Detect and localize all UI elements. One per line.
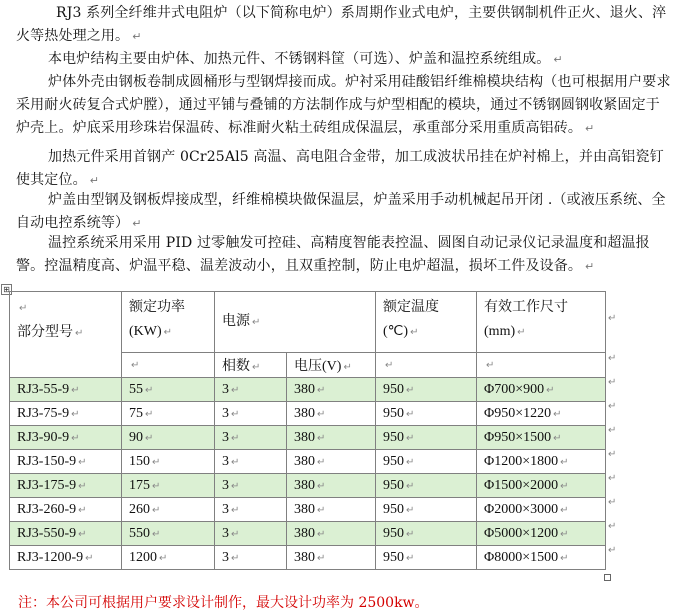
cell-phase: 3 ↵ bbox=[215, 450, 287, 474]
row-end-mark-icon: ↵ bbox=[608, 449, 617, 460]
cell-mark-icon: ↵ bbox=[19, 303, 28, 314]
cell-model: RJ3-150-9 ↵ bbox=[10, 450, 122, 474]
cell-power: 55 ↵ bbox=[122, 378, 215, 402]
cell-voltage: 380 ↵ bbox=[287, 402, 376, 426]
row-end-mark-icon: ↵ bbox=[608, 377, 617, 388]
cell-phase: 3 ↵ bbox=[215, 426, 287, 450]
cell-temp: 950 ↵ bbox=[376, 522, 477, 546]
cell-phase: 3 ↵ bbox=[215, 474, 287, 498]
table-row bbox=[10, 546, 606, 570]
table-row bbox=[10, 378, 606, 402]
cell-voltage: 380 ↵ bbox=[287, 378, 376, 402]
cell-phase: 3 ↵ bbox=[215, 522, 287, 546]
cell-size: Φ950×1500 ↵ bbox=[477, 426, 606, 450]
paragraph-mark-icon: ↵ bbox=[553, 53, 563, 66]
row-end-mark-icon: ↵ bbox=[608, 312, 617, 324]
cell-size: Φ1500×2000 ↵ bbox=[477, 474, 606, 498]
cell-voltage: 380 ↵ bbox=[287, 474, 376, 498]
paragraph-mark-icon: ↵ bbox=[89, 174, 100, 187]
cell-power: 75 ↵ bbox=[122, 402, 215, 426]
cell-size: Φ2000×3000 ↵ bbox=[477, 498, 606, 522]
table-header-row bbox=[10, 292, 606, 353]
paragraph-mark-icon: ↵ bbox=[585, 260, 595, 273]
cell-phase: 3 ↵ bbox=[215, 402, 287, 426]
lid-paragraph: 炉盖由型钢及钢板焊接成型，纤维棉模块做保温层，炉盖采用手动机械起吊开闭 .（或液压系统、全自动电控系统等） ↵ bbox=[16, 192, 666, 231]
cell-voltage: 380 ↵ bbox=[287, 546, 376, 570]
cell-power: 550 ↵ bbox=[122, 522, 215, 546]
row-end-mark-icon: ↵ bbox=[608, 521, 617, 532]
cell-model: RJ3-1200-9 ↵ bbox=[10, 546, 122, 570]
design-note: 注：本公司可根据用户要求设计制作，最大设计功率为 2500kw。 bbox=[18, 595, 429, 611]
cell-model: RJ3-55-9 ↵ bbox=[10, 378, 122, 402]
paragraph-mark-icon: ↵ bbox=[132, 30, 142, 43]
header-model: ↵ 部分型号 ↵ bbox=[10, 292, 122, 378]
header-temperature: 额定温度 (℃) ↵ bbox=[376, 292, 477, 353]
cell-power: 175 ↵ bbox=[122, 474, 215, 498]
cell-model: RJ3-260-9 ↵ bbox=[10, 498, 122, 522]
cell-size: Φ5000×1200 ↵ bbox=[477, 522, 606, 546]
cell-power: 260 ↵ bbox=[122, 498, 215, 522]
cell-power: 1200 ↵ bbox=[122, 546, 215, 570]
header-working-size: 有效工作尺寸 (mm) ↵ bbox=[477, 292, 606, 353]
row-end-mark-icon: ↵ bbox=[608, 473, 617, 484]
table-resize-handle[interactable] bbox=[604, 574, 611, 581]
header-voltage: 电压(V) ↵ bbox=[287, 353, 376, 378]
cell-temp: 950 ↵ bbox=[376, 402, 477, 426]
cell-temp: 950 ↵ bbox=[376, 450, 477, 474]
cell-phase: 3 ↵ bbox=[215, 378, 287, 402]
table-row bbox=[10, 426, 606, 450]
table-row bbox=[10, 498, 606, 522]
row-end-mark-icon: ↵ bbox=[608, 545, 617, 556]
row-end-mark-icon: ↵ bbox=[608, 353, 617, 364]
temperature-control-paragraph: 温控系统采用采用 PID 过零触发可控硅、高精度智能表控温、圆图自动记录仪记录温度和超温报警。控温精度高、炉温平稳、温差波动小，且双重控制，防止电炉超温，损坏工件及设备。 ↵ bbox=[16, 235, 650, 274]
cell-voltage: 380 ↵ bbox=[287, 498, 376, 522]
header-phases: 相数 ↵ bbox=[215, 353, 287, 378]
cell-power: 90 ↵ bbox=[122, 426, 215, 450]
table-row bbox=[10, 522, 606, 546]
table-row bbox=[10, 474, 606, 498]
spec-table bbox=[9, 291, 606, 570]
intro-paragraph: RJ3 系列全纤维井式电阻炉（以下简称电炉）系周期作业式电炉，主要供钢制机件正火、退火、淬火等热处理之用。 ↵ bbox=[16, 5, 667, 44]
cell-phase: 3 ↵ bbox=[215, 546, 287, 570]
header-power: 额定功率 (KW) ↵ bbox=[122, 292, 215, 353]
paragraph-mark-icon: ↵ bbox=[585, 122, 595, 135]
cell-temp: 950 ↵ bbox=[376, 498, 477, 522]
cell-voltage: 380 ↵ bbox=[287, 450, 376, 474]
cell-size: Φ950×1220 ↵ bbox=[477, 402, 606, 426]
cell-size: Φ8000×1500 ↵ bbox=[477, 546, 606, 570]
cell-model: RJ3-90-9 ↵ bbox=[10, 426, 122, 450]
subheader-blank: ↵ bbox=[376, 353, 477, 378]
row-end-mark-icon: ↵ bbox=[608, 425, 617, 436]
cell-power: 150 ↵ bbox=[122, 450, 215, 474]
subheader-blank: ↵ bbox=[477, 353, 606, 378]
cell-temp: 950 ↵ bbox=[376, 474, 477, 498]
cell-voltage: 380 ↵ bbox=[287, 522, 376, 546]
structure-paragraph: 本电炉结构主要由炉体、加热元件、不锈钢料筐（可选）、炉盖和温控系统组成。 ↵ bbox=[48, 51, 563, 67]
table-row bbox=[10, 402, 606, 426]
shell-paragraph: 炉体外壳由钢板卷制成圆桶形与型钢焊接而成。炉衬采用硅酸铝纤维棉模块结构（也可根据用户要求采用耐火砖复合式炉膛），通过平铺与叠铺的方法制作成与炉型相配的模块，通过不锈钢圆钢收紧固定于炉壳上。炉底采用珍珠岩保温砖、标准耐火粘土砖组成保温层，承重部分采用重质高铝砖。 ↵ bbox=[16, 74, 671, 136]
header-supply: 电源 ↵ bbox=[215, 292, 376, 353]
cell-temp: 950 ↵ bbox=[376, 378, 477, 402]
row-end-mark-icon: ↵ bbox=[608, 497, 617, 508]
table-move-handle-icon[interactable]: ⊞ bbox=[1, 284, 12, 295]
row-end-mark-icon: ↵ bbox=[608, 401, 617, 412]
table-row bbox=[10, 450, 606, 474]
cell-voltage: 380 ↵ bbox=[287, 426, 376, 450]
cell-temp: 950 ↵ bbox=[376, 426, 477, 450]
paragraph-mark-icon: ↵ bbox=[132, 217, 142, 230]
cell-size: Φ700×900 ↵ bbox=[477, 378, 606, 402]
cell-model: RJ3-175-9 ↵ bbox=[10, 474, 122, 498]
cell-phase: 3 ↵ bbox=[215, 498, 287, 522]
heating-element-paragraph: 加热元件采用首钢产 0Cr25Al5 高温、高电阻合金带，加工成波状吊挂在炉衬棉上，并由高铝瓷钉使其定位。 ↵ bbox=[16, 149, 664, 188]
cell-model: RJ3-550-9 ↵ bbox=[10, 522, 122, 546]
cell-size: Φ1200×1800 ↵ bbox=[477, 450, 606, 474]
subheader-blank: ↵ bbox=[122, 353, 215, 378]
cell-model: RJ3-75-9 ↵ bbox=[10, 402, 122, 426]
cell-temp: 950 ↵ bbox=[376, 546, 477, 570]
